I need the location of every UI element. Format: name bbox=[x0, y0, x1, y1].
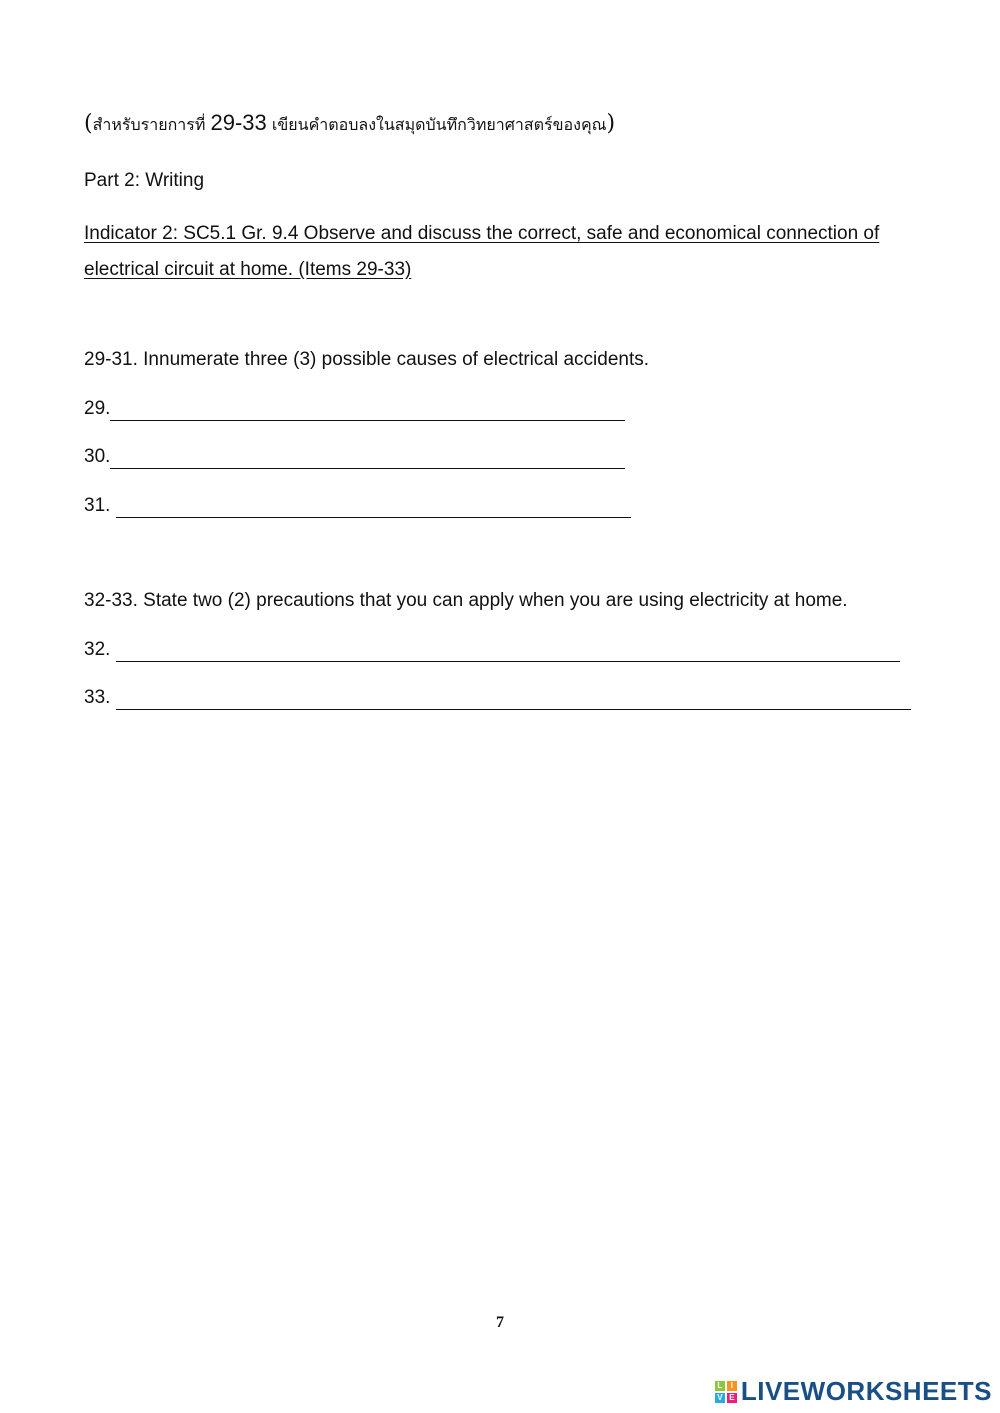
brand-name: LIVEWORKSHEETS bbox=[740, 1376, 992, 1406]
answer-row-33 bbox=[84, 686, 911, 710]
answer-blank-29[interactable] bbox=[110, 402, 625, 421]
answer-label-32: 32. bbox=[84, 639, 116, 660]
answer-row-32 bbox=[84, 638, 900, 662]
indicator-text: Indicator 2: SC5.1 Gr. 9.4 Observe and discuss the correct, safe and economical connection of electrical circuit at home. (Items 29-33) bbox=[84, 223, 880, 280]
answer-label-31: 31. bbox=[84, 495, 116, 516]
answer-blank-32[interactable] bbox=[116, 643, 900, 662]
part-title: Part 2: Writing bbox=[84, 170, 205, 191]
logo-tile-e: E bbox=[727, 1393, 737, 1403]
thai-note-text-before: สำหรับรายการที่ bbox=[92, 115, 211, 134]
answer-row-31 bbox=[84, 494, 631, 518]
answer-row-30 bbox=[84, 445, 625, 469]
answer-blank-33[interactable] bbox=[116, 691, 911, 710]
answer-row-29 bbox=[84, 397, 625, 421]
liveworksheets-logo-icon bbox=[715, 1381, 737, 1403]
answer-label-30: 30. bbox=[84, 446, 111, 467]
logo-tile-i: I bbox=[727, 1381, 737, 1391]
open-paren: ( bbox=[84, 111, 93, 136]
question-prompt-32-33: 32-33. State two (2) precautions that you can apply when you are using electricity at home. bbox=[84, 590, 848, 611]
answer-label-29: 29. bbox=[84, 398, 111, 419]
thai-instruction-note bbox=[84, 108, 615, 140]
logo-tile-v: V bbox=[715, 1393, 725, 1403]
page-number: 7 bbox=[496, 1314, 504, 1331]
thai-note-item-range: 29-33 bbox=[210, 110, 267, 135]
question-prompt-29-31: 29-31. Innumerate three (3) possible causes of electrical accidents. bbox=[84, 349, 650, 370]
liveworksheets-branding[interactable] bbox=[715, 1376, 992, 1407]
answer-blank-31[interactable] bbox=[116, 499, 631, 518]
logo-tile-l: L bbox=[715, 1381, 725, 1391]
close-paren: ) bbox=[606, 111, 616, 136]
thai-note-text-after: เขียนคำตอบลงในสมุดบันทึกวิทยาศาสตร์ของคุณ bbox=[266, 115, 607, 134]
answer-label-33: 33. bbox=[84, 687, 116, 708]
answer-blank-30[interactable] bbox=[110, 450, 625, 469]
